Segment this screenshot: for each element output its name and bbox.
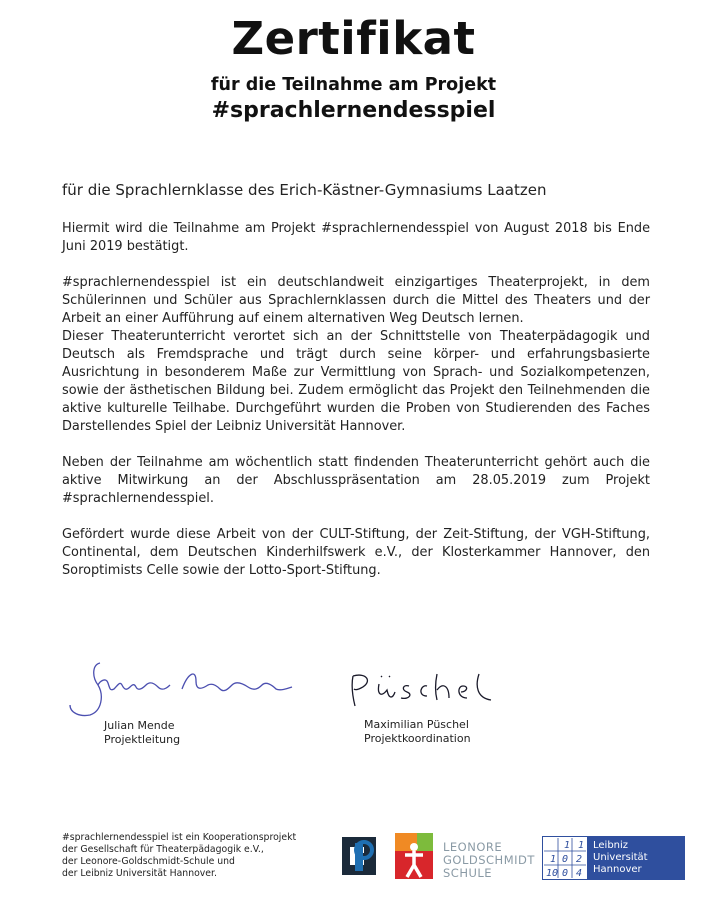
paragraph-project-description: #sprachlernendesspiel ist ein deutschlandweit einzigartiges Theaterprojekt, in dem Schülerinnen und Schüler aus Sprachlernklassen durch die Mittel des Theaters und der Arbeit an einer Aufführung auf einem alternativen Weg Deutsch lernen. Dieser Theaterunterricht verortet sich an der Schnittstelle von Theaterpädagogik und Deutsch als Fremdsprache und trägt durch seine körper- und erfahrungsbasierte Ausrichtung in besonderem Maße zur Vermittlung von Sprach- und Sozialkompetenzen, sowie der ästhetischen Bildung bei. Zudem ermöglicht das Projekt den Teilnehmenden die aktive kulturelle Teilhabe. Durchgeführt wurden die Proben von Studierenden des Faches Darstellendes Spiel der Leibniz Universität Hannover. — [62, 275, 650, 434]
paragraph-confirmation: Hiermit wird die Teilnahme am Projekt #sprachlernendesspiel von August 2018 bis Ende Juni 2019 bestätigt. — [62, 221, 650, 254]
footer-cooperation-text: #sprachlernendesspiel ist ein Kooperationsprojekt der Gesellschaft für Theaterpädagogik e.V., der Leonore-Goldschmidt-Schule und der Leibniz Universität Hannover. — [62, 832, 297, 879]
handwritten-signature-right — [345, 670, 495, 714]
svg-text:0: 0 — [552, 868, 559, 879]
signature-block-right — [345, 670, 495, 746]
gtp-logo-icon — [336, 833, 382, 879]
svg-text:1: 1 — [564, 840, 571, 851]
svg-text:0: 0 — [562, 854, 569, 865]
project-hashtag: #sprachlernendesspiel — [211, 98, 496, 123]
signer-role-right: Projektkoordination — [364, 732, 471, 745]
signature-block-left — [62, 655, 302, 747]
svg-text:1: 1 — [550, 854, 557, 865]
signer-name-left: Julian Mende — [104, 719, 175, 732]
svg-text:1: 1 — [578, 840, 585, 851]
paragraph-funding: Gefördert wurde diese Arbeit von der CULT-Stiftung, der Zeit-Stiftung, der VGH-Stiftung, Continental, dem Deutschen Kinderhilfswerk e.V., der Klosterkammer Hannover, den Soroptimists Celle sowie der Lotto-Sport-Stiftung. — [62, 527, 650, 578]
certificate-subtitle: für die Teilnahme am Projekt — [210, 75, 497, 95]
certificate-body — [62, 220, 650, 598]
svg-text:0: 0 — [562, 868, 569, 879]
recipient-line: für die Sprachlernklasse des Erich-Kästner-Gymnasiums Laatzen — [62, 181, 547, 199]
signer-name-right: Maximilian Püschel — [364, 718, 469, 731]
svg-text:4: 4 — [576, 868, 583, 879]
handwritten-signature-left — [62, 655, 302, 725]
leibniz-universitaet-wordmark: Leibniz Universität Hannover — [593, 840, 648, 875]
paragraph-participation: Neben der Teilnahme am wöchentlich statt findenden Theaterunterricht gehört auch die aktive Mitwirkung an der Abschlusspräsentation am 28.05.2019 zum Projekt #sprachlernendesspiel. — [62, 455, 650, 506]
svg-text:1: 1 — [546, 868, 553, 879]
svg-text:2: 2 — [576, 854, 583, 865]
leonore-goldschmidt-wordmark: LEONORE GOLDSCHMIDT SCHULE — [443, 840, 535, 880]
signer-role-left: Projektleitung — [104, 733, 181, 746]
certificate-title: Zertifikat — [231, 12, 476, 65]
